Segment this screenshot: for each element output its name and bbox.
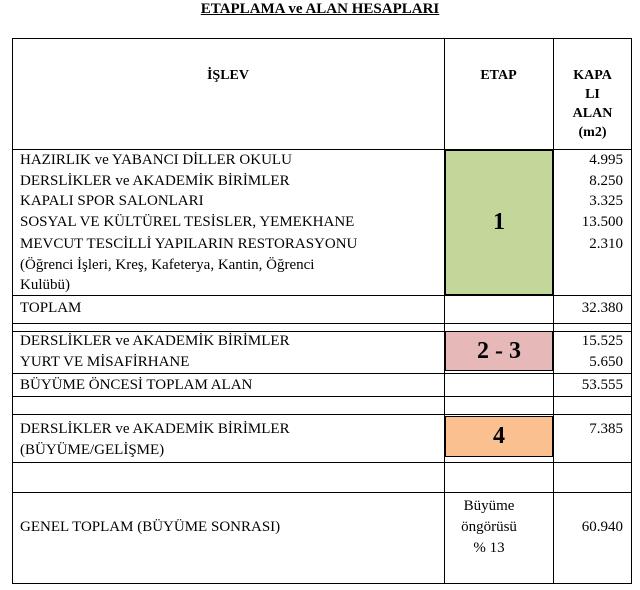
row-value: 15.525 (581, 333, 623, 349)
header-area-line: KAPA (573, 68, 612, 83)
row-value: 3.325 (589, 193, 623, 209)
row-label: KAPALI SPOR SALONLARI (20, 193, 204, 209)
row-label: DERSLİKLER ve AKADEMİK BİRİMLER (20, 333, 290, 349)
row-label: GENEL TOPLAM (BÜYÜME SONRASI) (20, 519, 281, 535)
row-value: 53.555 (581, 377, 623, 393)
header-area-line: (m2) (578, 125, 607, 140)
header-etap: ETAP (480, 68, 517, 83)
etap-4-cell (445, 416, 553, 457)
etap-2-3-label: 2 - 3 (477, 337, 521, 364)
row-value: 60.940 (581, 519, 623, 535)
row-divider (12, 396, 632, 397)
header-area-line: ALAN (572, 106, 613, 121)
row-label: SOSYAL VE KÜLTÜREL TESİSLER, YEMEKHANE (20, 214, 355, 230)
row-label-line: (Öğrenci İşleri, Kreş, Kafeterya, Kantin, Öğrenci (20, 257, 315, 273)
row-divider (12, 295, 632, 296)
row-divider (12, 462, 632, 463)
etap-1-label: 1 (493, 209, 505, 235)
etap-2-3-cell (445, 331, 553, 371)
page-title: ETAPLAMA ve ALAN HESAPLARI (200, 1, 440, 17)
row-value: 13.500 (581, 214, 623, 230)
row-label: TOPLAM (20, 300, 82, 316)
row-value: 32.380 (581, 300, 623, 316)
row-label-line: (BÜYÜME/GELİŞME) (20, 442, 165, 458)
row-label: YURT VE MİSAFİRHANE (20, 354, 190, 370)
growth-note-line: öngörüsü (461, 519, 517, 535)
row-value: 4.995 (589, 152, 623, 168)
row-divider (12, 373, 632, 374)
growth-note-line: % 13 (473, 540, 505, 556)
row-label: BÜYÜME ÖNCESİ TOPLAM ALAN (20, 377, 253, 393)
row-label: MEVCUT TESCİLLİ YAPILARIN RESTORASYONU (20, 236, 358, 252)
growth-note-line: Büyüme (463, 498, 515, 514)
row-value: 5.650 (589, 354, 623, 370)
row-value: 2.310 (589, 236, 623, 252)
row-value: 7.385 (589, 421, 623, 437)
row-value: 8.250 (589, 173, 623, 189)
row-divider (12, 323, 632, 324)
etap-4-label: 4 (493, 423, 505, 449)
row-label: HAZIRLIK ve YABANCI DİLLER OKULU (20, 152, 292, 168)
header-islev: İŞLEV (206, 68, 250, 83)
row-label: DERSLİKLER ve AKADEMİK BİRİMLER (20, 173, 290, 189)
row-divider (12, 414, 632, 415)
etap-1-cell (445, 150, 553, 295)
row-label: DERSLİKLER ve AKADEMİK BİRİMLER (20, 421, 290, 437)
row-divider (12, 492, 632, 493)
area-table (12, 38, 632, 584)
header-area-line: LI (585, 87, 600, 102)
row-label-line: Kulübü) (20, 277, 70, 293)
